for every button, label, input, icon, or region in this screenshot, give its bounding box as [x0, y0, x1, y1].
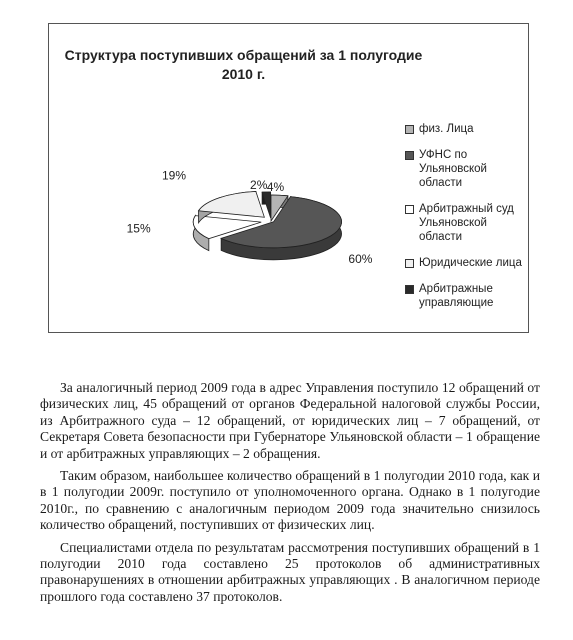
pie-data-label: 2%	[250, 178, 268, 193]
legend-label: физ. Лица	[419, 123, 474, 135]
pie-data-label: 19%	[162, 168, 187, 183]
legend-label: Арбитражный суд Ульяновской области	[419, 203, 514, 243]
legend-item-managers	[405, 282, 525, 310]
chart-title: Структура поступивших обращений за 1 полугодие 2010 г.	[64, 47, 423, 82]
legend-swatch	[405, 125, 414, 134]
legend-swatch	[405, 151, 414, 160]
pie-chart	[48, 23, 529, 333]
legend-item-legal	[405, 256, 525, 270]
pie-data-label: 15%	[126, 221, 151, 236]
legend-label: Арбитражные управляющие	[419, 283, 494, 309]
chart-legend	[405, 122, 525, 322]
paragraph: Специалистами отдела по результатам рассмотрения поступивших обращений в 1 полугодии 2010 года составлено 25 протоколов об административных правонарушениях в отношении арбитражных управляющих . В аналогичном периоде прошлого года составлено 37 протоколов.	[40, 539, 540, 604]
legend-label: Юридические лица	[419, 257, 522, 269]
body-text	[40, 380, 540, 611]
pie-data-label: 60%	[348, 251, 373, 266]
paragraph: Таким образом, наибольшее количество обращений в 1 полугодии 2010 года, как и в 1 полугодии 2009г. поступило от уполномоченного органа. Однако в 1 полугодие 2010г., по сравнению с аналогичным периодом 2009 года значительно снизилось количество обращений, поступивших от физических лиц.	[40, 468, 540, 533]
legend-swatch	[405, 259, 414, 268]
legend-swatch	[405, 205, 414, 214]
legend-item-court	[405, 202, 525, 244]
legend-item-phys	[405, 122, 525, 136]
legend-item-ufns	[405, 148, 525, 190]
legend-swatch	[405, 285, 414, 294]
pie-data-label: 4%	[266, 180, 285, 195]
legend-label: УФНС по Ульяновской области	[419, 149, 487, 189]
paragraph: За аналогичный период 2009 года в адрес Управления поступило 12 обращений от физических лиц, 45 обращений от органов Федеральной налоговой службы России, из Арбитражного суда – 12 обращений, от юридических лиц – 7 обращений, от Секретаря Совета безопасности при Губернаторе Ульяновской области – 1 обращение и от арбитражных управляющих – 2 обращения.	[40, 380, 540, 461]
